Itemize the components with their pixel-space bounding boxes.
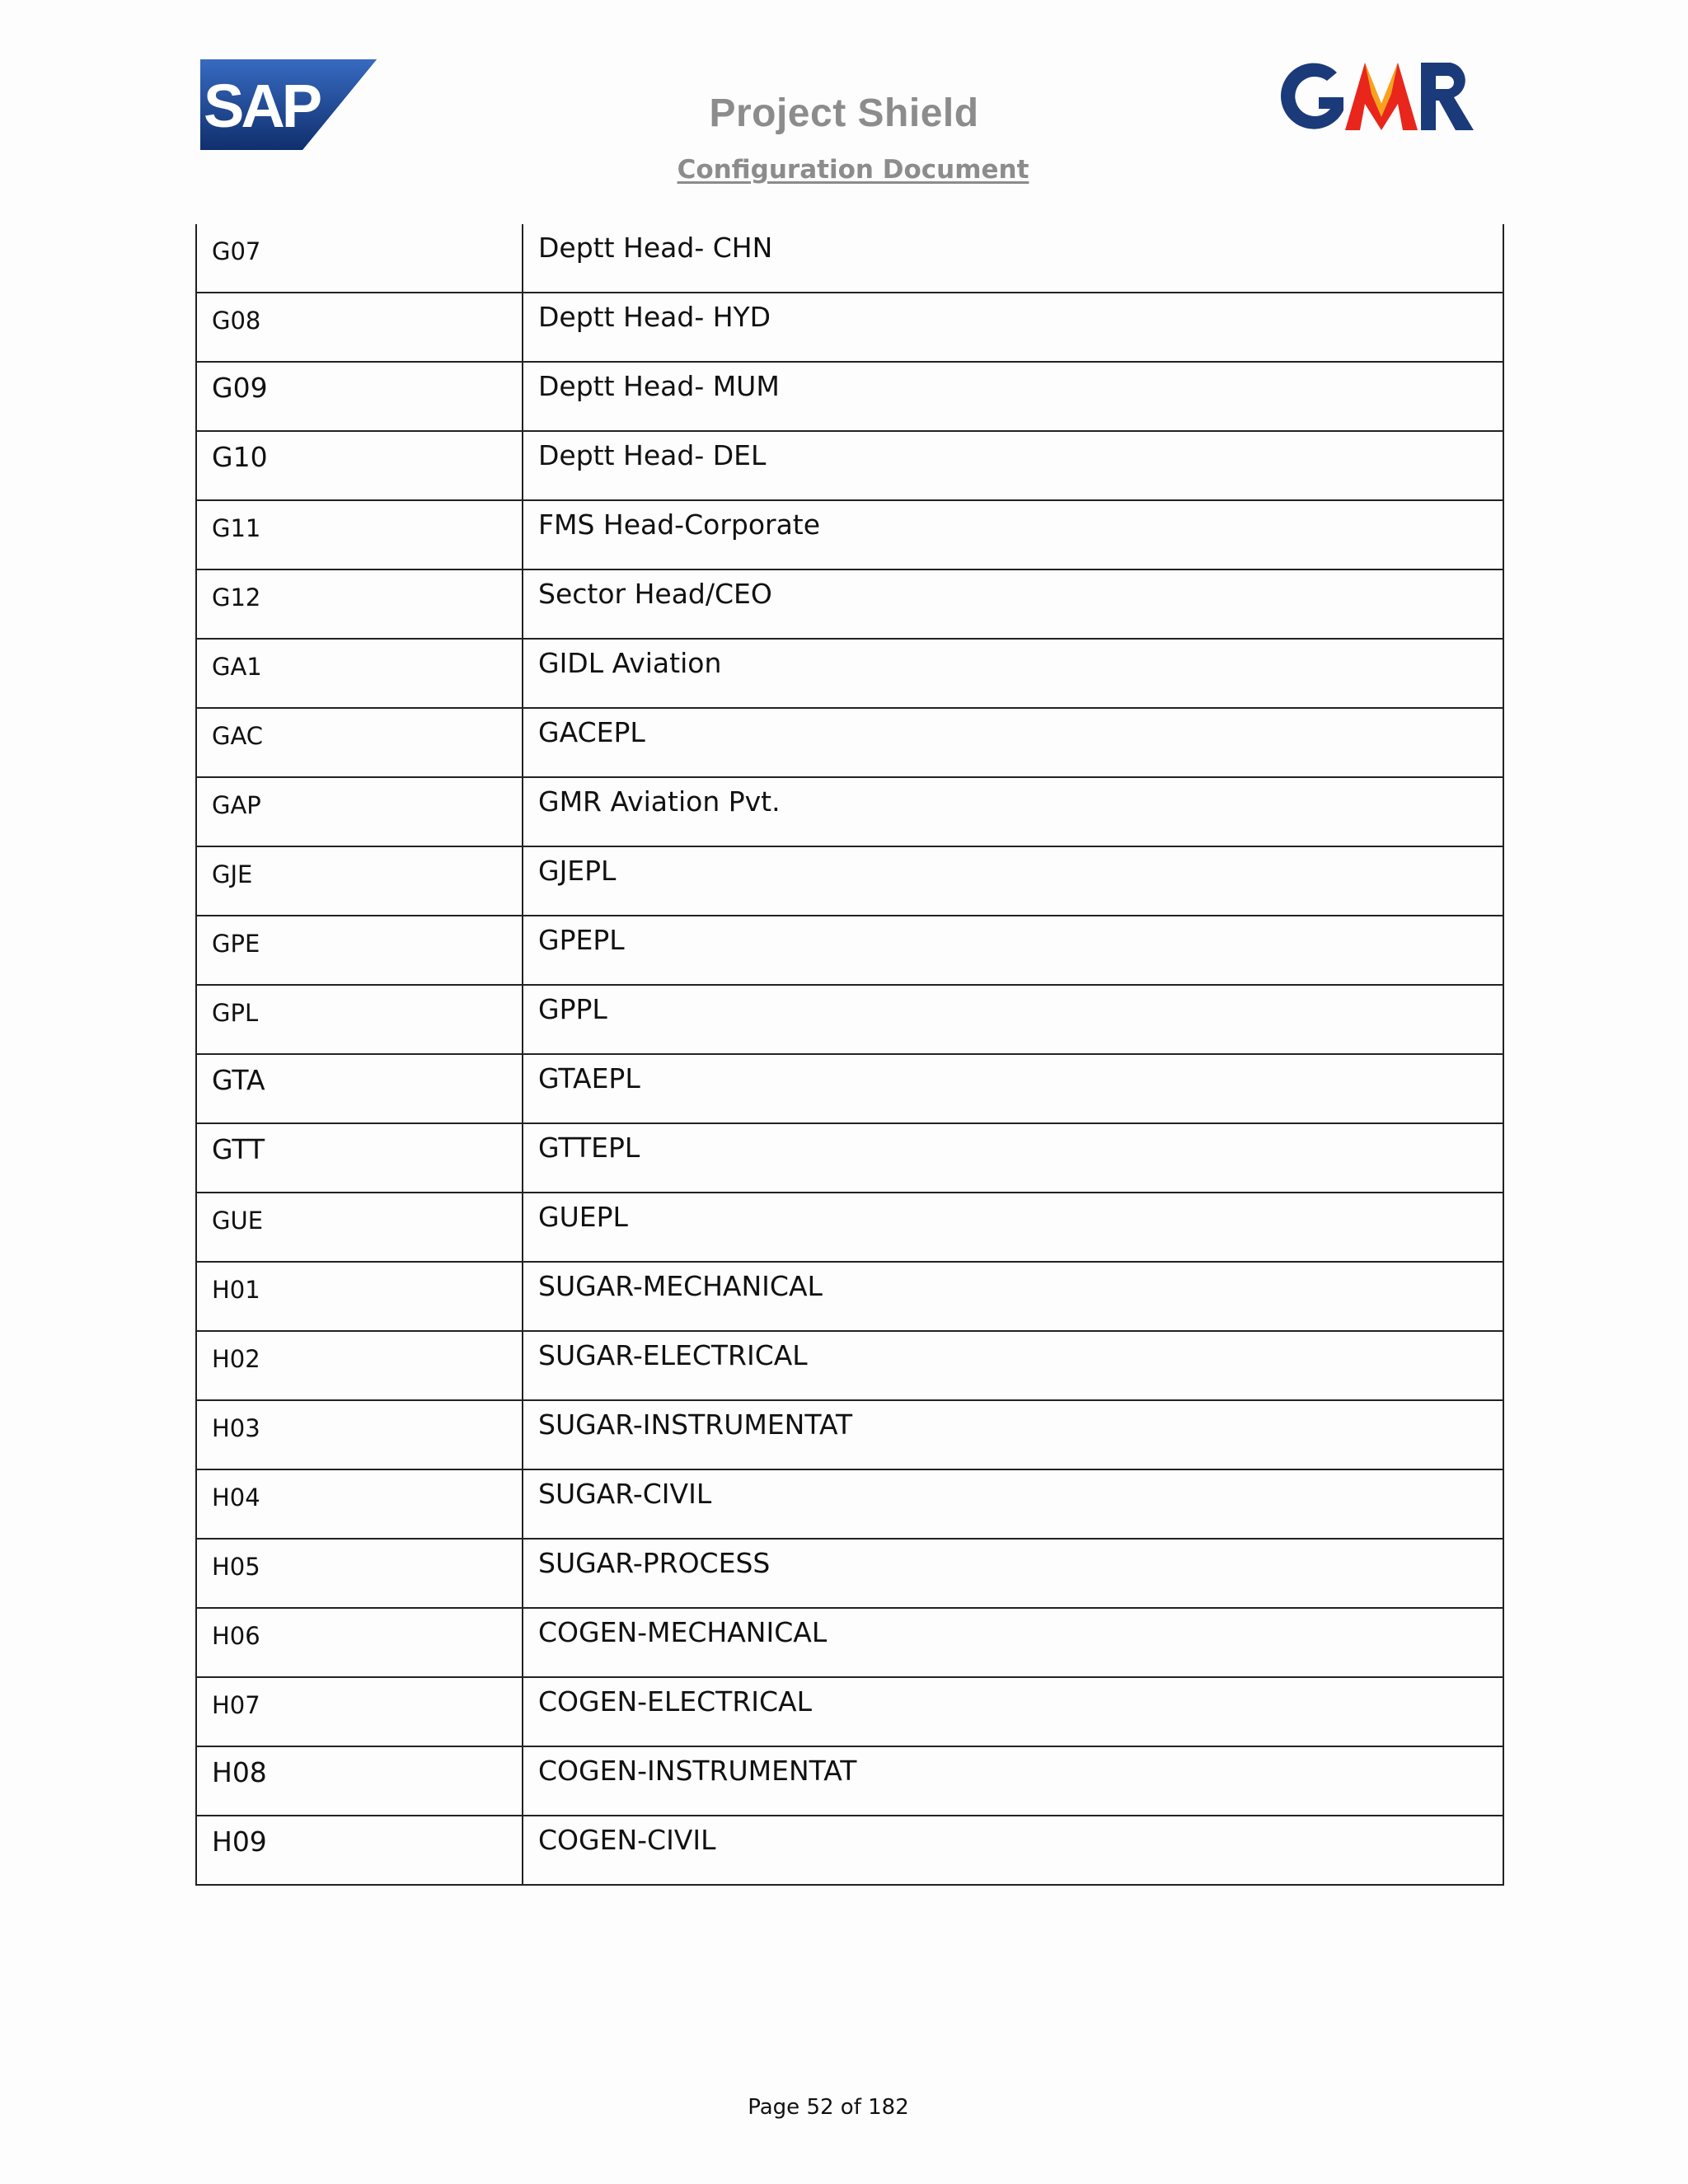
table-row xyxy=(196,985,1503,1054)
description-text: FMS Head-Corporate xyxy=(538,509,821,541)
code-text: GPE xyxy=(212,930,260,958)
description-cell xyxy=(523,1123,1503,1193)
code-cell xyxy=(196,362,523,431)
description-text: Deptt Head- MUM xyxy=(538,370,780,402)
description-text: SUGAR-MECHANICAL xyxy=(538,1270,823,1302)
sap-logo-text: SAP xyxy=(204,72,320,140)
code-cell xyxy=(196,916,523,985)
code-text: GAP xyxy=(212,791,261,819)
code-text: H09 xyxy=(212,1825,267,1858)
description-text: GMR Aviation Pvt. xyxy=(538,785,781,818)
description-cell xyxy=(523,639,1503,708)
code-cell xyxy=(196,1193,523,1262)
code-cell xyxy=(196,1608,523,1677)
code-cell xyxy=(196,224,523,293)
table-row xyxy=(196,362,1503,431)
code-cell xyxy=(196,1539,523,1608)
description-cell xyxy=(523,431,1503,500)
code-text: H08 xyxy=(212,1756,267,1788)
description-text: GTTEPL xyxy=(538,1132,640,1164)
table-body xyxy=(196,224,1503,1885)
table-row xyxy=(196,569,1503,639)
description-cell xyxy=(523,1400,1503,1469)
code-text: H02 xyxy=(212,1345,260,1373)
description-text: Deptt Head- HYD xyxy=(538,301,771,333)
description-cell xyxy=(523,1539,1503,1608)
description-cell xyxy=(523,1262,1503,1331)
description-cell xyxy=(523,569,1503,639)
table-row xyxy=(196,1262,1503,1331)
code-cell xyxy=(196,500,523,569)
description-text: COGEN-MECHANICAL xyxy=(538,1616,828,1648)
description-cell xyxy=(523,1816,1503,1885)
code-text: H07 xyxy=(212,1691,260,1719)
table-row xyxy=(196,431,1503,500)
table-row xyxy=(196,708,1503,777)
code-cell xyxy=(196,1469,523,1539)
description-cell xyxy=(523,777,1503,846)
table-row xyxy=(196,1193,1503,1262)
code-cell xyxy=(196,431,523,500)
code-text: GPL xyxy=(212,999,259,1027)
code-text: H01 xyxy=(212,1276,260,1304)
code-text: GTA xyxy=(212,1064,265,1096)
description-cell xyxy=(523,1054,1503,1123)
code-text: G08 xyxy=(212,307,261,335)
code-text: GA1 xyxy=(212,653,262,681)
gmr-logo-icon xyxy=(1279,54,1480,137)
code-text: GUE xyxy=(212,1207,264,1235)
table-row xyxy=(196,846,1503,916)
description-cell xyxy=(523,362,1503,431)
table-row xyxy=(196,1123,1503,1193)
description-text: Deptt Head- CHN xyxy=(538,232,773,264)
description-cell xyxy=(523,1193,1503,1262)
table-row xyxy=(196,1608,1503,1677)
code-text: GJE xyxy=(212,860,253,888)
code-text: G10 xyxy=(212,441,268,473)
table-row xyxy=(196,224,1503,293)
description-cell xyxy=(523,500,1503,569)
code-cell xyxy=(196,708,523,777)
code-cell xyxy=(196,985,523,1054)
configuration-table-container xyxy=(195,224,1503,1886)
code-cell xyxy=(196,1746,523,1816)
code-cell xyxy=(196,1677,523,1746)
description-text: SUGAR-CIVIL xyxy=(538,1478,712,1510)
description-text: COGEN-INSTRUMENTAT xyxy=(538,1755,857,1787)
table-row xyxy=(196,1816,1503,1885)
code-cell xyxy=(196,1054,523,1123)
description-text: Sector Head/CEO xyxy=(538,578,772,610)
description-text: SUGAR-INSTRUMENTAT xyxy=(538,1408,853,1441)
description-text: GACEPL xyxy=(538,716,645,748)
description-text: SUGAR-PROCESS xyxy=(538,1547,771,1579)
table-row xyxy=(196,916,1503,985)
description-text: GPEPL xyxy=(538,924,625,956)
code-cell xyxy=(196,1331,523,1400)
code-text: GTT xyxy=(212,1133,265,1165)
description-cell xyxy=(523,846,1503,916)
description-cell xyxy=(523,1677,1503,1746)
code-cell xyxy=(196,569,523,639)
description-cell xyxy=(523,916,1503,985)
table-row xyxy=(196,639,1503,708)
code-text: H03 xyxy=(212,1414,260,1442)
description-cell xyxy=(523,1746,1503,1816)
code-text: G11 xyxy=(212,514,261,542)
code-cell xyxy=(196,1262,523,1331)
page-number: Page 52 of 182 xyxy=(748,2095,909,2120)
description-text: GJEPL xyxy=(538,855,617,887)
code-text: H06 xyxy=(212,1622,260,1650)
description-text: SUGAR-ELECTRICAL xyxy=(538,1339,808,1371)
code-cell xyxy=(196,1816,523,1885)
table-row xyxy=(196,1539,1503,1608)
description-text: COGEN-ELECTRICAL xyxy=(538,1685,812,1718)
table-row xyxy=(196,1331,1503,1400)
code-cell xyxy=(196,639,523,708)
table-row xyxy=(196,1746,1503,1816)
description-cell xyxy=(523,293,1503,362)
table-row xyxy=(196,1469,1503,1539)
code-cell xyxy=(196,1400,523,1469)
document-title: Project Shield xyxy=(709,91,979,135)
code-text: G07 xyxy=(212,237,261,265)
description-cell xyxy=(523,985,1503,1054)
table-row xyxy=(196,1054,1503,1123)
description-cell xyxy=(523,224,1503,293)
code-text: H04 xyxy=(212,1483,260,1511)
description-cell xyxy=(523,1469,1503,1539)
code-text: G09 xyxy=(212,372,268,404)
description-text: GPPL xyxy=(538,993,607,1025)
description-text: GTAEPL xyxy=(538,1062,640,1094)
code-cell xyxy=(196,777,523,846)
table-row xyxy=(196,1677,1503,1746)
code-text: H05 xyxy=(212,1553,260,1581)
table-row xyxy=(196,777,1503,846)
table-row xyxy=(196,293,1503,362)
code-text: GAC xyxy=(212,722,264,750)
code-text: G12 xyxy=(212,583,261,612)
table-row xyxy=(196,1400,1503,1469)
table-row xyxy=(196,500,1503,569)
configuration-table xyxy=(195,224,1504,1886)
document-subtitle: Configuration Document xyxy=(677,155,1029,185)
description-cell xyxy=(523,1331,1503,1400)
description-text: GIDL Aviation xyxy=(538,647,722,679)
description-cell xyxy=(523,1608,1503,1677)
code-cell xyxy=(196,846,523,916)
description-text: Deptt Head- DEL xyxy=(538,439,767,471)
code-cell xyxy=(196,293,523,362)
description-text: GUEPL xyxy=(538,1201,628,1233)
code-cell xyxy=(196,1123,523,1193)
description-cell xyxy=(523,708,1503,777)
description-text: COGEN-CIVIL xyxy=(538,1824,716,1856)
